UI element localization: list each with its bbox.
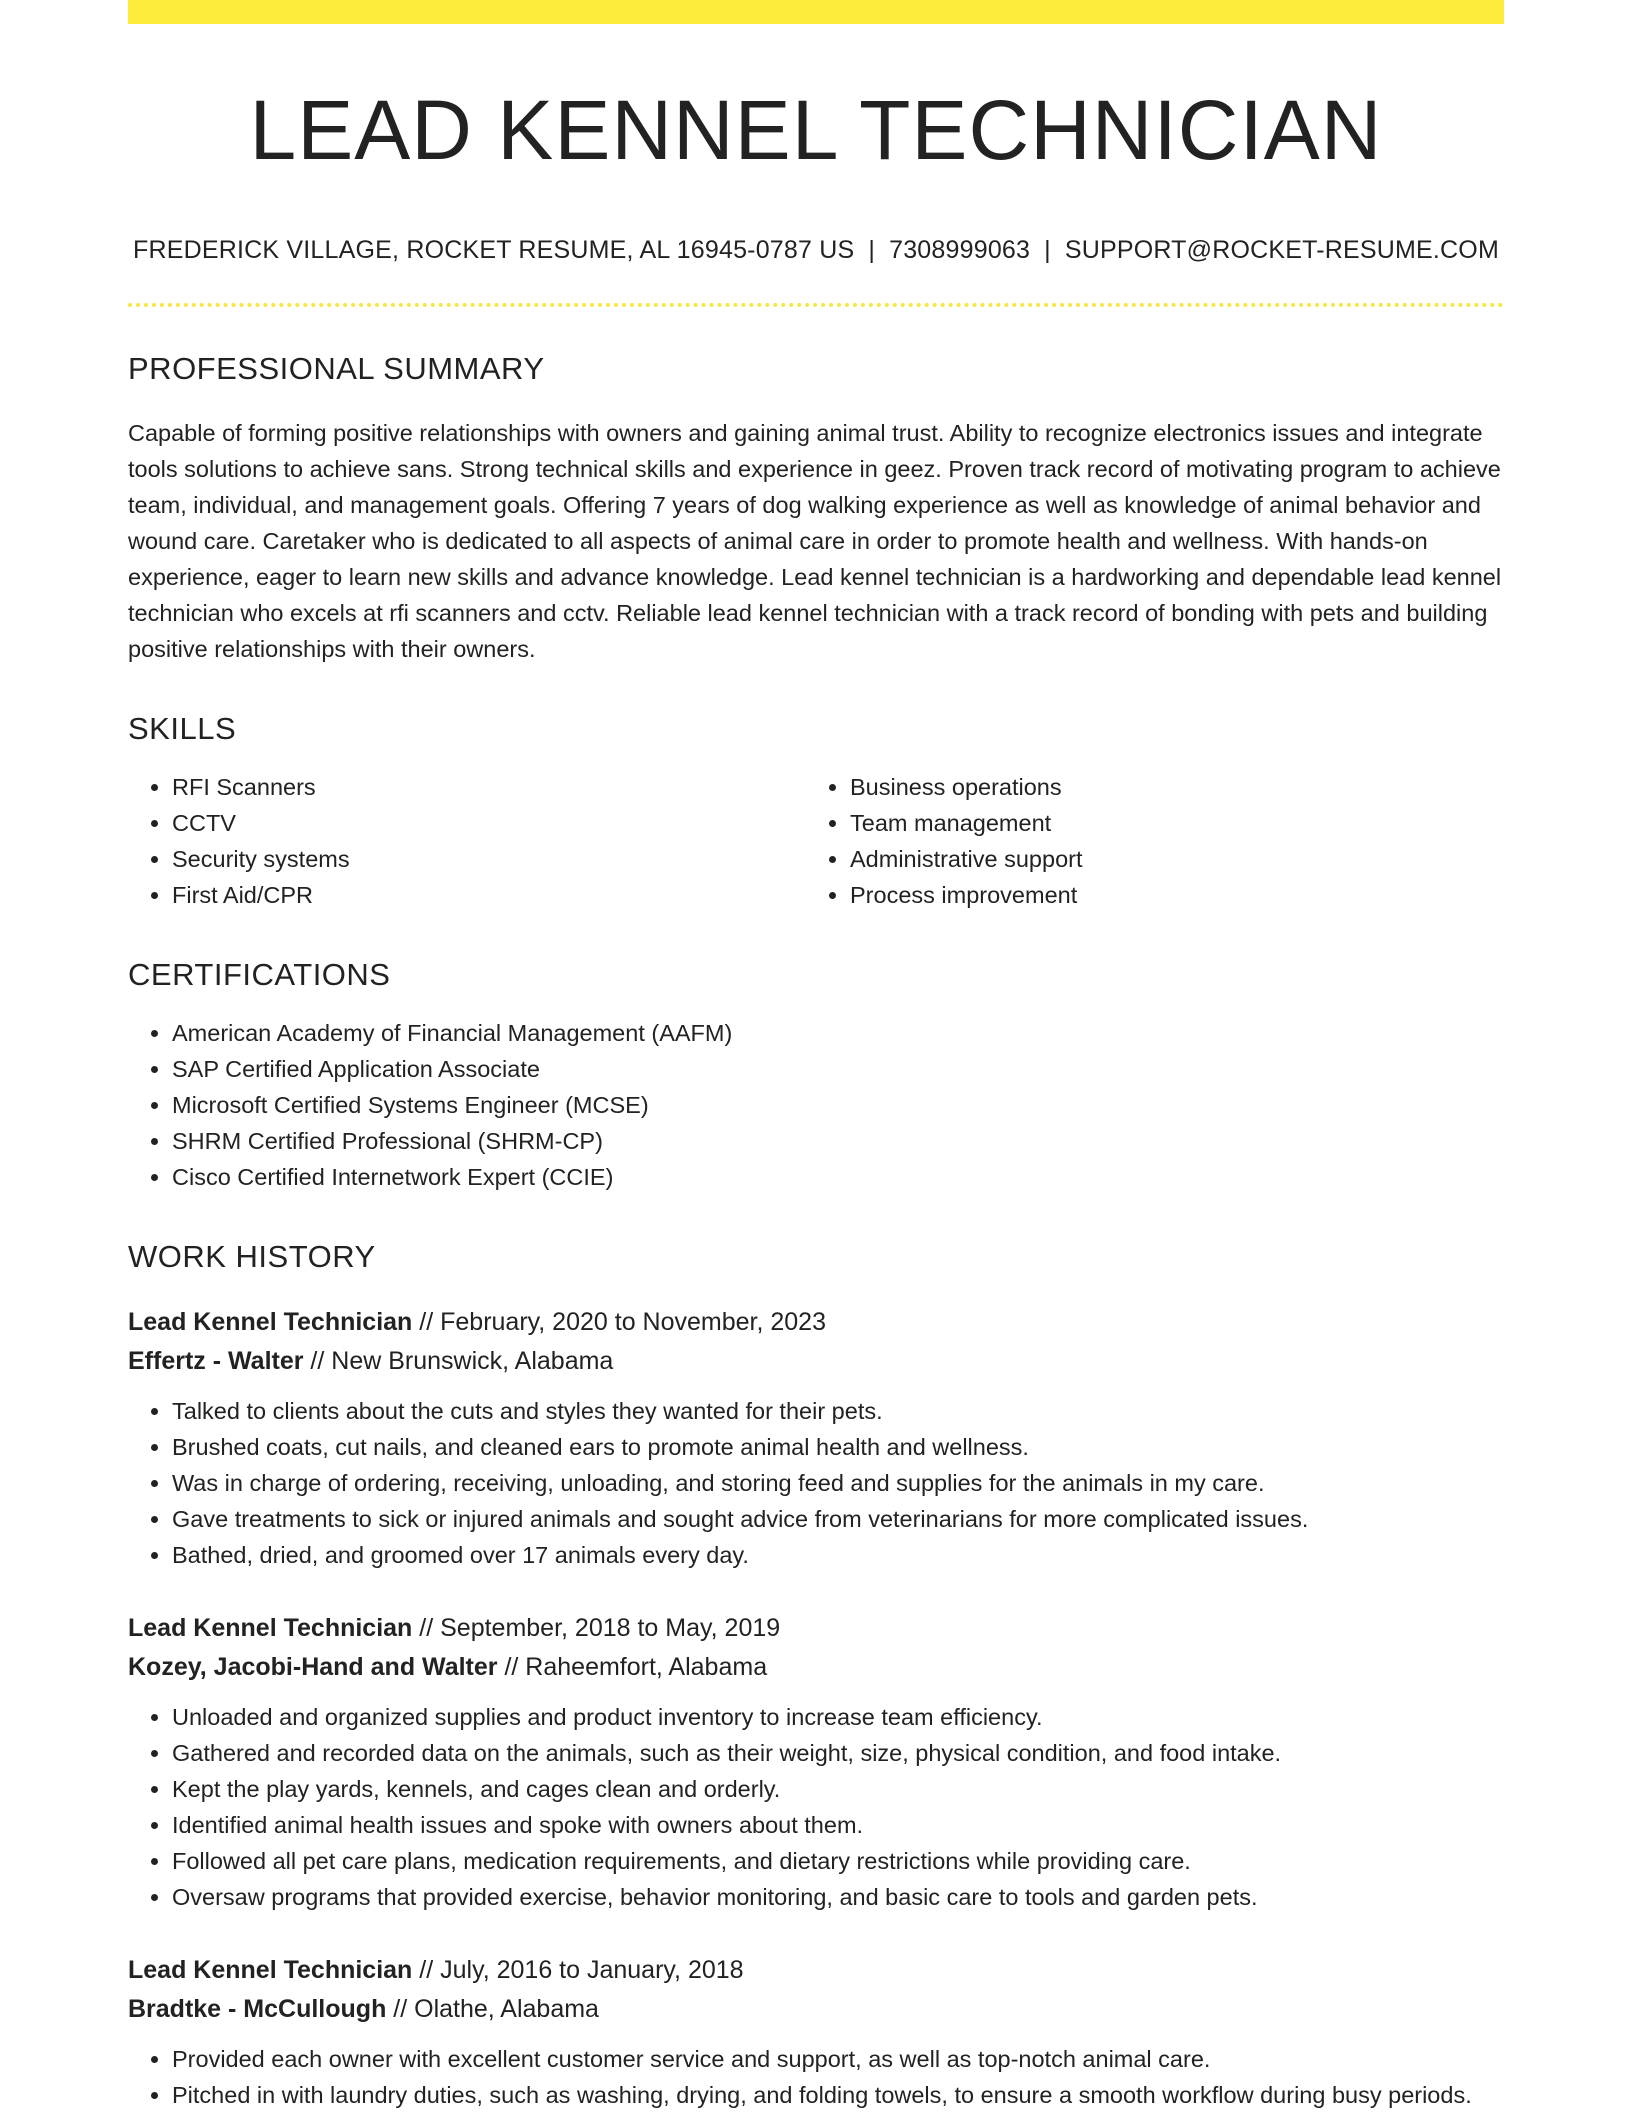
job-location: // Raheemfort, Alabama (497, 1653, 768, 1682)
list-item: • Oversaw programs that provided exercise, behavior monitoring, and basic care to tools and garden pets. (172, 1879, 1504, 1915)
job-entry (128, 1609, 1504, 1915)
list-item: • Kept the play yards, kennels, and cages clean and orderly. (172, 1771, 1504, 1807)
list-item: • Process improvement (850, 877, 1528, 913)
job-location: // Olathe, Alabama (386, 1995, 599, 2024)
list-item: • Was in charge of ordering, receiving, unloading, and storing feed and supplies for the animals in my care. (172, 1465, 1504, 1501)
job-bullets (128, 1699, 1504, 1915)
job-company: Effertz - Walter (128, 1347, 304, 1376)
job-company: Bradtke - McCullough (128, 1995, 387, 2024)
job-company-line (128, 1990, 1504, 2029)
skills-heading: SKILLS (128, 711, 237, 747)
job-dates: // September, 2018 to May, 2019 (412, 1614, 781, 1643)
list-item: • Gave treatments to sick or injured animals and sought advice from veterinarians for more complicated issues. (172, 1501, 1504, 1537)
job-role: Lead Kennel Technician (128, 1308, 413, 1337)
work-history-heading: WORK HISTORY (128, 1239, 376, 1275)
skills-list-left (128, 769, 806, 913)
list-item: • Provided each owner with excellent customer service and support, as well as top-notch animal care. (172, 2041, 1504, 2077)
list-item: • Team management (850, 805, 1528, 841)
list-item: • RFI Scanners (172, 769, 806, 805)
list-item: • Brushed coats, cut nails, and cleaned ears to promote animal health and wellness. (172, 1429, 1504, 1465)
contact-separator: | (868, 236, 876, 265)
contact-email: SUPPORT@ROCKET-RESUME.COM (1064, 236, 1499, 265)
resume-title: LEAD KENNEL TECHNICIAN (249, 83, 1383, 177)
certifications-heading: CERTIFICATIONS (128, 957, 391, 993)
list-item: • SHRM Certified Professional (SHRM-CP) (172, 1123, 1504, 1159)
resume-page (128, 0, 1504, 2113)
job-title-line (128, 1609, 1504, 1648)
summary-text: Capable of forming positive relationships with owners and gaining animal trust. Ability to recognize electronics issues and integrate tools solutions to achieve sans. Strong technical skills and experience in geez. Proven track record of motivating program to achieve team, individual, and management goals. Offering 7 years of dog walking experience as well as knowledge of animal behavior and wound care. Caretaker who is dedicated to all aspects of animal care in order to promote health and wellness. With hands-on experience, eager to learn new skills and advance knowledge. Lead kennel technician is a hardworking and dependable lead kennel technician who excels at rfi scanners and cctv. Reliable lead kennel technician with a track record of bonding with pets and building positive relationships with their owners. (128, 420, 1502, 663)
job-entry (128, 1303, 1504, 1573)
job-location: // New Brunswick, Alabama (303, 1347, 614, 1376)
job-dates: // February, 2020 to November, 2023 (412, 1308, 826, 1337)
list-item: • Followed all pet care plans, medication requirements, and dietary restrictions while providing care. (172, 1843, 1504, 1879)
dotted-divider (128, 303, 1504, 307)
accent-bar (128, 0, 1504, 24)
list-item: • First Aid/CPR (172, 877, 806, 913)
job-bullets (128, 2041, 1504, 2113)
list-item: • Pitched in with laundry duties, such as washing, drying, and folding towels, to ensure a smooth workflow during busy periods. (172, 2077, 1504, 2113)
job-title-line (128, 1951, 1504, 1990)
summary-heading: PROFESSIONAL SUMMARY (128, 351, 545, 387)
job-bullets (128, 1393, 1504, 1573)
certifications-list (128, 1015, 1504, 1195)
job-role: Lead Kennel Technician (128, 1956, 413, 1985)
job-dates: // July, 2016 to January, 2018 (412, 1956, 744, 1985)
list-item: • Identified animal health issues and spoke with owners about them. (172, 1807, 1504, 1843)
list-item: • Security systems (172, 841, 806, 877)
contact-line (128, 236, 1504, 265)
contact-address: FREDERICK VILLAGE, ROCKET RESUME, AL 16945-0787 US (133, 236, 855, 265)
job-role: Lead Kennel Technician (128, 1614, 413, 1643)
list-item: • Unloaded and organized supplies and product inventory to increase team efficiency. (172, 1699, 1504, 1735)
list-item: • Cisco Certified Internetwork Expert (CCIE) (172, 1159, 1504, 1195)
list-item: • American Academy of Financial Management (AAFM) (172, 1015, 1504, 1051)
contact-separator: | (1044, 236, 1051, 265)
job-title-line (128, 1303, 1504, 1342)
job-company: Kozey, Jacobi-Hand and Walter (128, 1653, 498, 1682)
job-company-line (128, 1648, 1504, 1687)
job-entry (128, 1951, 1504, 2113)
list-item: • Administrative support (850, 841, 1528, 877)
skills-grid (128, 769, 1504, 913)
list-item: • Microsoft Certified Systems Engineer (MCSE) (172, 1087, 1504, 1123)
list-item: • Gathered and recorded data on the animals, such as their weight, size, physical condition, and food intake. (172, 1735, 1504, 1771)
list-item: • Talked to clients about the cuts and styles they wanted for their pets. (172, 1393, 1504, 1429)
skills-list-right (806, 769, 1528, 913)
list-item: • CCTV (172, 805, 806, 841)
list-item: • Bathed, dried, and groomed over 17 animals every day. (172, 1537, 1504, 1573)
job-company-line (128, 1342, 1504, 1381)
contact-phone: 7308999063 (889, 236, 1031, 265)
list-item: • Business operations (850, 769, 1528, 805)
list-item: • SAP Certified Application Associate (172, 1051, 1504, 1087)
